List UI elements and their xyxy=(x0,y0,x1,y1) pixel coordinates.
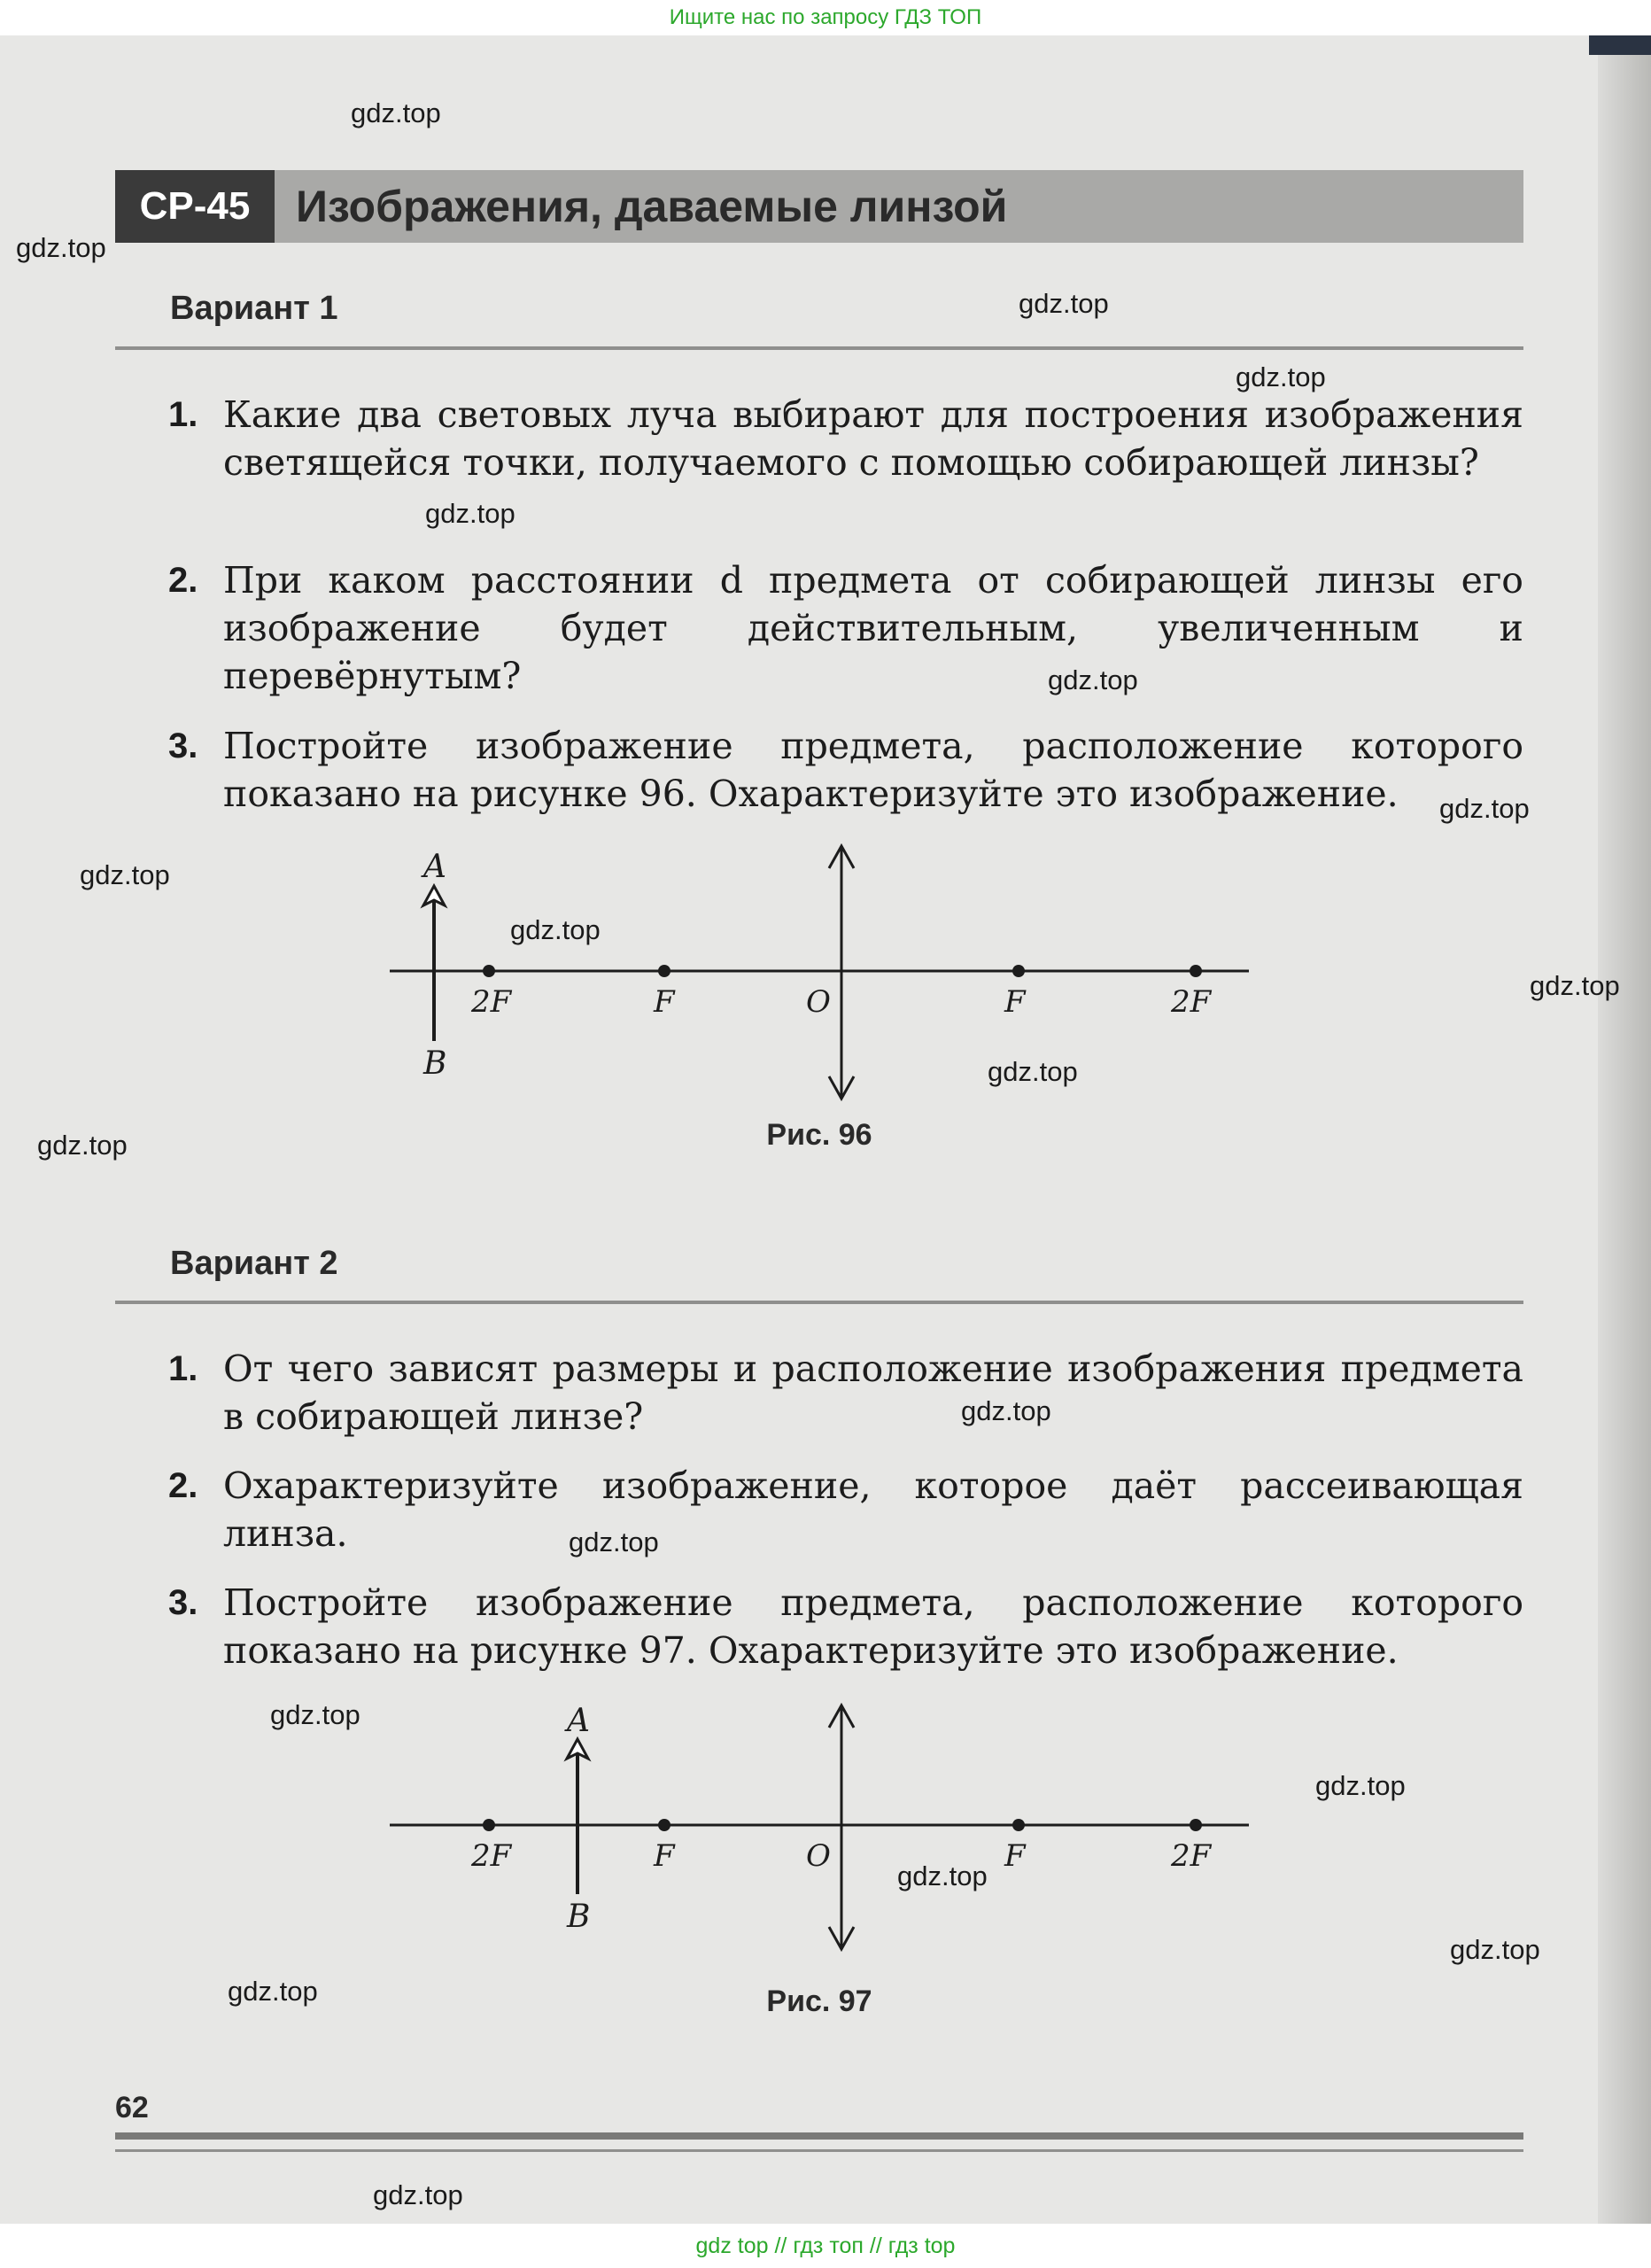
section-title: Изображения, даваемые линзой xyxy=(296,182,1008,231)
watermark: gdz.top xyxy=(351,97,441,128)
question-number: 3. xyxy=(168,726,198,765)
v2-question-3 xyxy=(168,1579,1523,1674)
question-number: 2. xyxy=(168,561,198,600)
v2-question-1 xyxy=(168,1345,1523,1441)
watermark: gdz.top xyxy=(228,1976,318,2007)
watermark: gdz.top xyxy=(961,1395,1051,1426)
variant-1-heading: Вариант 1 xyxy=(170,290,338,327)
label-2f-left: 2F xyxy=(471,984,512,1020)
question-text: Постройте изображение предмета, расположение которого показано на рисунке 97. Охарактеризуйте это изображение. xyxy=(223,1581,1523,1672)
point-2f-right xyxy=(1190,1819,1202,1831)
label-b: B xyxy=(567,1899,591,1935)
watermark: gdz.top xyxy=(1530,970,1620,1001)
point-f-left xyxy=(658,1819,670,1831)
point-f-right xyxy=(1012,965,1025,977)
point-f-left xyxy=(658,965,670,977)
variant-2-rule xyxy=(115,1301,1523,1304)
label-f-left: F xyxy=(654,1838,675,1874)
watermark: gdz.top xyxy=(1439,793,1530,824)
label-f-right: F xyxy=(1004,984,1026,1020)
question-number: 1. xyxy=(168,395,198,434)
watermark: gdz.top xyxy=(425,498,515,529)
label-o: O xyxy=(806,1838,831,1874)
footer-links[interactable]: gdz top // гдз топ // гдз top xyxy=(0,2224,1651,2268)
point-f-right xyxy=(1012,1819,1025,1831)
label-a: A xyxy=(567,1703,590,1739)
label-a: A xyxy=(423,849,446,885)
label-2f-left: 2F xyxy=(471,1838,512,1874)
watermark: gdz.top xyxy=(1315,1770,1406,1801)
question-text: При каком расстоянии d предмета от собирающей линзы его изображение будет действительным, увеличенным и перевёрнутым? xyxy=(223,559,1523,697)
watermark: gdz.top xyxy=(373,2179,463,2210)
watermark: gdz.top xyxy=(37,1130,128,1161)
watermark: gdz.top xyxy=(1019,288,1109,319)
watermark: gdz.top xyxy=(510,914,601,945)
watermark: gdz.top xyxy=(569,1526,659,1557)
watermark: gdz.top xyxy=(1048,664,1138,695)
figure-97-caption: Рис. 97 xyxy=(766,1984,872,2018)
label-f-right: F xyxy=(1004,1838,1026,1874)
textbook-page xyxy=(0,35,1651,2224)
label-o: O xyxy=(806,984,831,1020)
watermark: gdz.top xyxy=(1450,1934,1540,1965)
label-2f-right: 2F xyxy=(1171,984,1212,1020)
question-text: Постройте изображение предмета, расположение которого показано на рисунке 96. Охарактеризуйте это изображение. xyxy=(223,725,1523,815)
question-text: Какие два световых луча выбирают для построения изображения светящейся точки, получаемого с помощью собирающей линзы? xyxy=(223,393,1523,484)
label-b: B xyxy=(423,1045,447,1082)
point-2f-right xyxy=(1190,965,1202,977)
watermark: gdz.top xyxy=(1236,361,1326,392)
v2-question-2 xyxy=(168,1462,1523,1557)
question-number: 3. xyxy=(168,1583,198,1622)
question-text: Охарактеризуйте изображение, которое даёт рассеивающая линза. xyxy=(223,1464,1523,1555)
watermark: gdz.top xyxy=(897,1860,988,1891)
watermark: gdz.top xyxy=(988,1056,1078,1087)
question-number: 2. xyxy=(168,1466,198,1505)
section-code: СР-45 xyxy=(115,170,275,243)
footer-rule-thin xyxy=(115,2149,1523,2152)
question-text: От чего зависят размеры и расположение изображения предмета в собирающей линзе? xyxy=(223,1348,1523,1438)
watermark: gdz.top xyxy=(80,859,170,890)
label-2f-right: 2F xyxy=(1171,1838,1212,1874)
watermark: gdz.top xyxy=(270,1699,360,1730)
watermark: gdz.top xyxy=(16,232,106,263)
point-2f-left xyxy=(483,1819,495,1831)
figure-96-caption: Рис. 96 xyxy=(766,1118,872,1152)
page-number: 62 xyxy=(115,2091,149,2124)
point-2f-left xyxy=(483,965,495,977)
question-number: 1. xyxy=(168,1349,198,1388)
variant-2-heading: Вариант 2 xyxy=(170,1245,338,1282)
footer-rule xyxy=(115,2132,1523,2140)
top-banner[interactable]: Ищите нас по запросу ГДЗ ТОП xyxy=(669,5,982,29)
label-f-left: F xyxy=(654,984,675,1020)
